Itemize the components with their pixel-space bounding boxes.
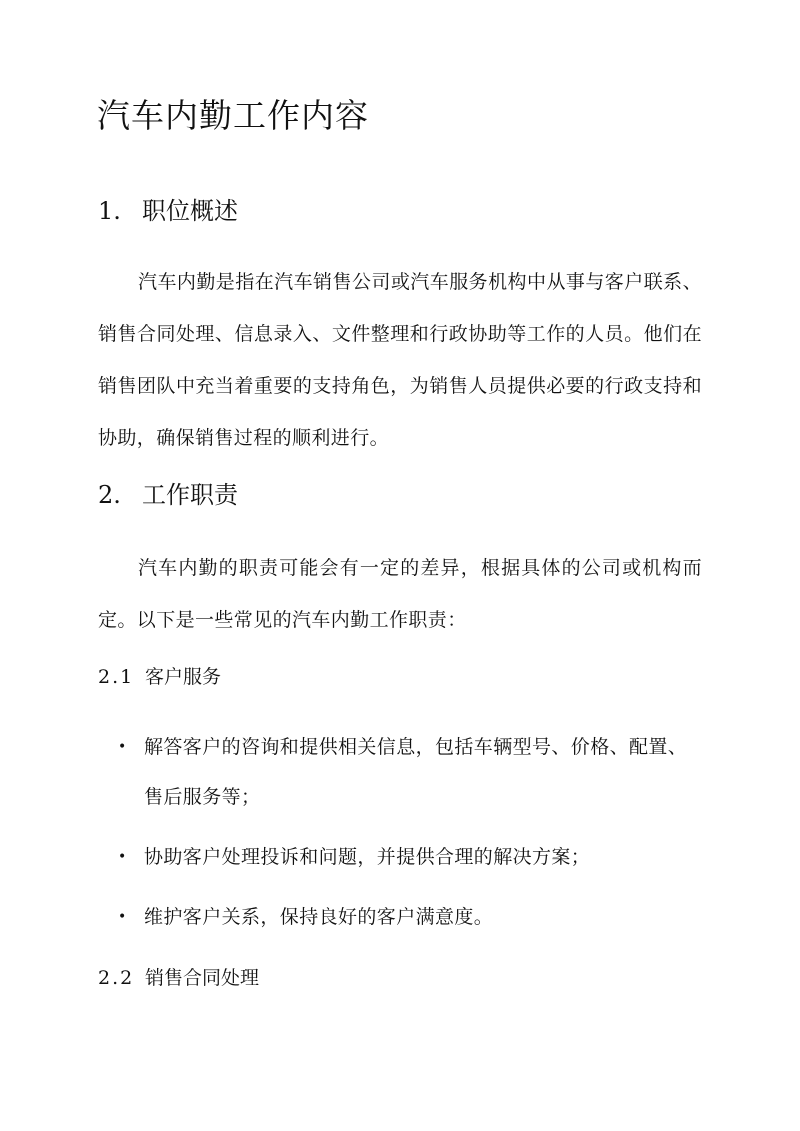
subsection-2-2-heading [98,967,259,990]
list-item [118,832,688,882]
section-2-number: 2. [98,481,121,509]
bullet-icon: • [118,739,127,755]
list-item [118,892,688,942]
section-1-title: 职位概述 [142,197,238,225]
subsection-2-1-title: 客户服务 [145,666,222,688]
list-item-text: 解答客户的咨询和提供相关信息，包括车辆型号、价格、配置、售后服务等； [144,736,688,808]
section-1-paragraph: 汽车内勤是指在汽车销售公司或汽车服务机构中从事与客户联系、销售合同处理、信息录入、文件整理和行政协助等工作的人员。他们在销售团队中充当着重要的支持角色，为销售人员提供必要的行政支持和协助，确保销售过程的顺利进行。 [98,271,702,449]
list-item-text: 维护客户关系，保持良好的客户满意度。 [144,906,494,928]
section-2-title: 工作职责 [142,481,238,509]
section-1-number: 1. [98,197,121,225]
subsection-2-2-title: 销售合同处理 [145,967,260,989]
bullet-icon: • [118,849,127,865]
subsection-2-1-heading [98,666,221,689]
subsection-2-2-number: 2.2 [98,967,135,989]
list-item-text: 协助客户处理投诉和问题，并提供合理的解决方案； [144,846,591,868]
subsection-2-1-number: 2.1 [98,666,135,688]
page-title: 汽车内勤工作内容 [97,96,369,135]
section-2-heading [98,481,238,510]
section-1-heading [98,197,238,226]
section-2-paragraph: 汽车内勤的职责可能会有一定的差异，根据具体的公司或机构而定。以下是一些常见的汽车内勤工作职责： [98,557,702,631]
list-item [118,722,688,822]
bullet-icon: • [118,909,127,925]
